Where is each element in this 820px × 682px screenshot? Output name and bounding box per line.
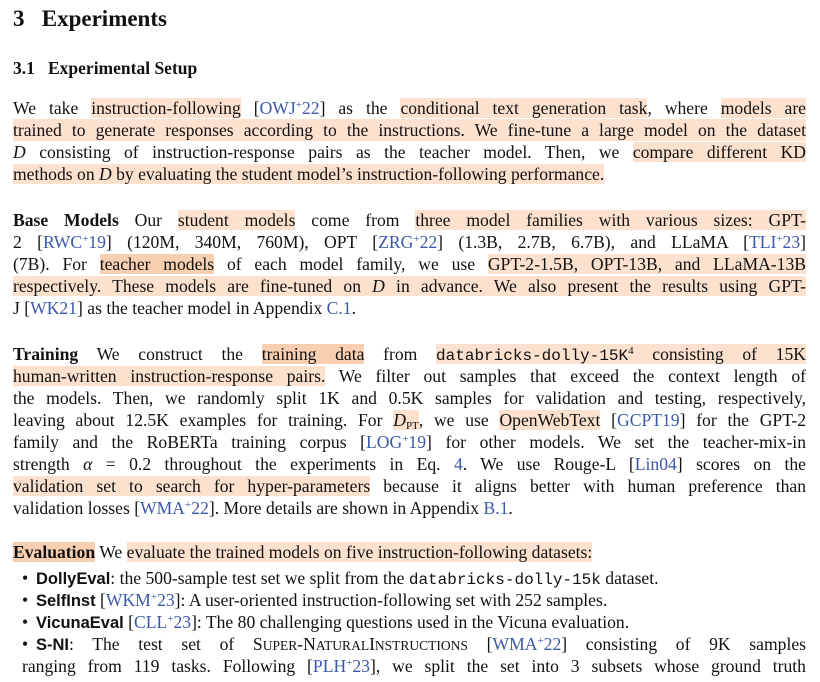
text-line: D consisting of instruction-response pairs as the teacher model. Then, we compare different KD	[13, 142, 806, 162]
paragraph-heading: Training	[13, 344, 79, 364]
paragraph-heading: Base Models	[13, 210, 119, 230]
text-line: human-written instruction-response pairs. We filter out samples that exceed the context length of	[13, 366, 806, 386]
citation[interactable]: ZRG+22	[378, 232, 438, 252]
citation[interactable]: GCPT19	[617, 410, 680, 430]
text-line: validation set to search for hyper-parameters because it aligns better with human preference than	[13, 476, 806, 496]
text-line: the models. Then, we randomly split 1K and 0.5K samples for validation and testing, respectively,	[13, 388, 806, 408]
evaluation-dataset-list	[22, 567, 806, 677]
citation[interactable]: WKM+23	[105, 590, 175, 610]
citation[interactable]: WMA+22	[140, 498, 209, 518]
bullet-icon: •	[22, 634, 29, 654]
appendix-link[interactable]: B.1	[483, 498, 509, 518]
text-line: Training We construct the training data from databricks-$dolly-15K^4$ consisting of 15K	[13, 344, 806, 365]
intro-paragraph	[13, 97, 806, 185]
list-item-continuation: ranging from 119 tasks. Following [PLH+23], we split the set into 3 subsets whose ground truth	[22, 656, 806, 676]
list-item: • VicunaEval [CLL+23]: The 80 challenging questions used in the Vicuna evaluation.	[22, 612, 630, 632]
bullet-icon: •	[22, 590, 29, 610]
equation-link[interactable]: 4	[453, 454, 463, 474]
citation[interactable]: LOG+19	[366, 432, 427, 452]
bullet-icon: •	[22, 612, 29, 632]
text-line: respectively. These models are fine-tuned on D in advance. We also present the results using GPT-	[13, 276, 807, 296]
list-item: • SelfInst [WKM+23]: A user-oriented instruction-following set with 252 samples.	[22, 590, 608, 610]
text-line: 2 [RWC+19] (120M, 340M, 760M), OPT [ZRG+22] (1.3B, 2.7B, 6.7B), and LLaMA [TLI+23]	[13, 232, 806, 252]
list-item: • DollyEval: the 500-sample test set we split from the databricks-dolly-15k dataset.	[22, 568, 659, 589]
citation[interactable]: CLL+23	[134, 612, 192, 632]
appendix-link[interactable]: C.1	[326, 298, 352, 318]
citation[interactable]: WK21	[30, 298, 78, 318]
citation[interactable]: RWC+19	[42, 232, 106, 252]
citation[interactable]: PLH+23	[312, 656, 370, 676]
text-line: Evaluation We evaluate the trained models on five instruction-following datasets:	[13, 542, 593, 562]
text-line: strength α = 0.2 throughout the experiments in Eq. 4. We use Rouge-L [Lin04] scores on the	[13, 454, 806, 474]
paragraph-heading: Evaluation	[13, 542, 96, 562]
text-line: J [WK21] as the teacher model in Appendix C.1.	[13, 298, 357, 318]
evaluation-paragraph	[13, 541, 806, 563]
text-line: methods on D by evaluating the student model’s instruction-following performance.	[13, 164, 605, 184]
text-line: We take instruction-following [OWJ+22] as the conditional text generation task, where models are	[13, 98, 806, 118]
text-line: family and the RoBERTa training corpus [LOG+19] for other models. We set the teacher-mix-in	[13, 432, 806, 452]
base-models-paragraph	[13, 209, 806, 319]
citation[interactable]: WMA+22	[492, 634, 562, 654]
citation[interactable]: TLI+23	[748, 232, 801, 252]
text-line: Base Models Our student models come from three model families with various sizes: GPT-	[13, 210, 806, 230]
text-line: (7B). For teacher models of each model family, we use GPT-2-1.5B, OPT-13B, and LLaMA-13B	[13, 254, 806, 274]
training-paragraph	[13, 343, 806, 519]
subsection-heading: 3.1 Experimental Setup	[13, 58, 198, 78]
text-line: leaving about 12.5K examples for training. For $D_{PT}$, we use OpenWebText [GCPT19] for the GPT-2	[13, 410, 807, 432]
text-line: validation losses [WMA+22]. More details are shown in Appendix B.1.	[13, 498, 513, 518]
section-heading: 3 Experiments	[13, 6, 167, 31]
text-line: trained to generate responses according to the instructions. We fine-tune a large model on the dataset	[13, 120, 806, 140]
bullet-icon: •	[22, 568, 29, 588]
citation[interactable]: Lin04	[634, 454, 677, 474]
citation[interactable]: OWJ+22	[259, 98, 320, 118]
list-item: • S-NI: The test set of SUPER-NATURALINSTRUCTIONS [WMA+22] consisting of 9K samples	[22, 634, 806, 654]
